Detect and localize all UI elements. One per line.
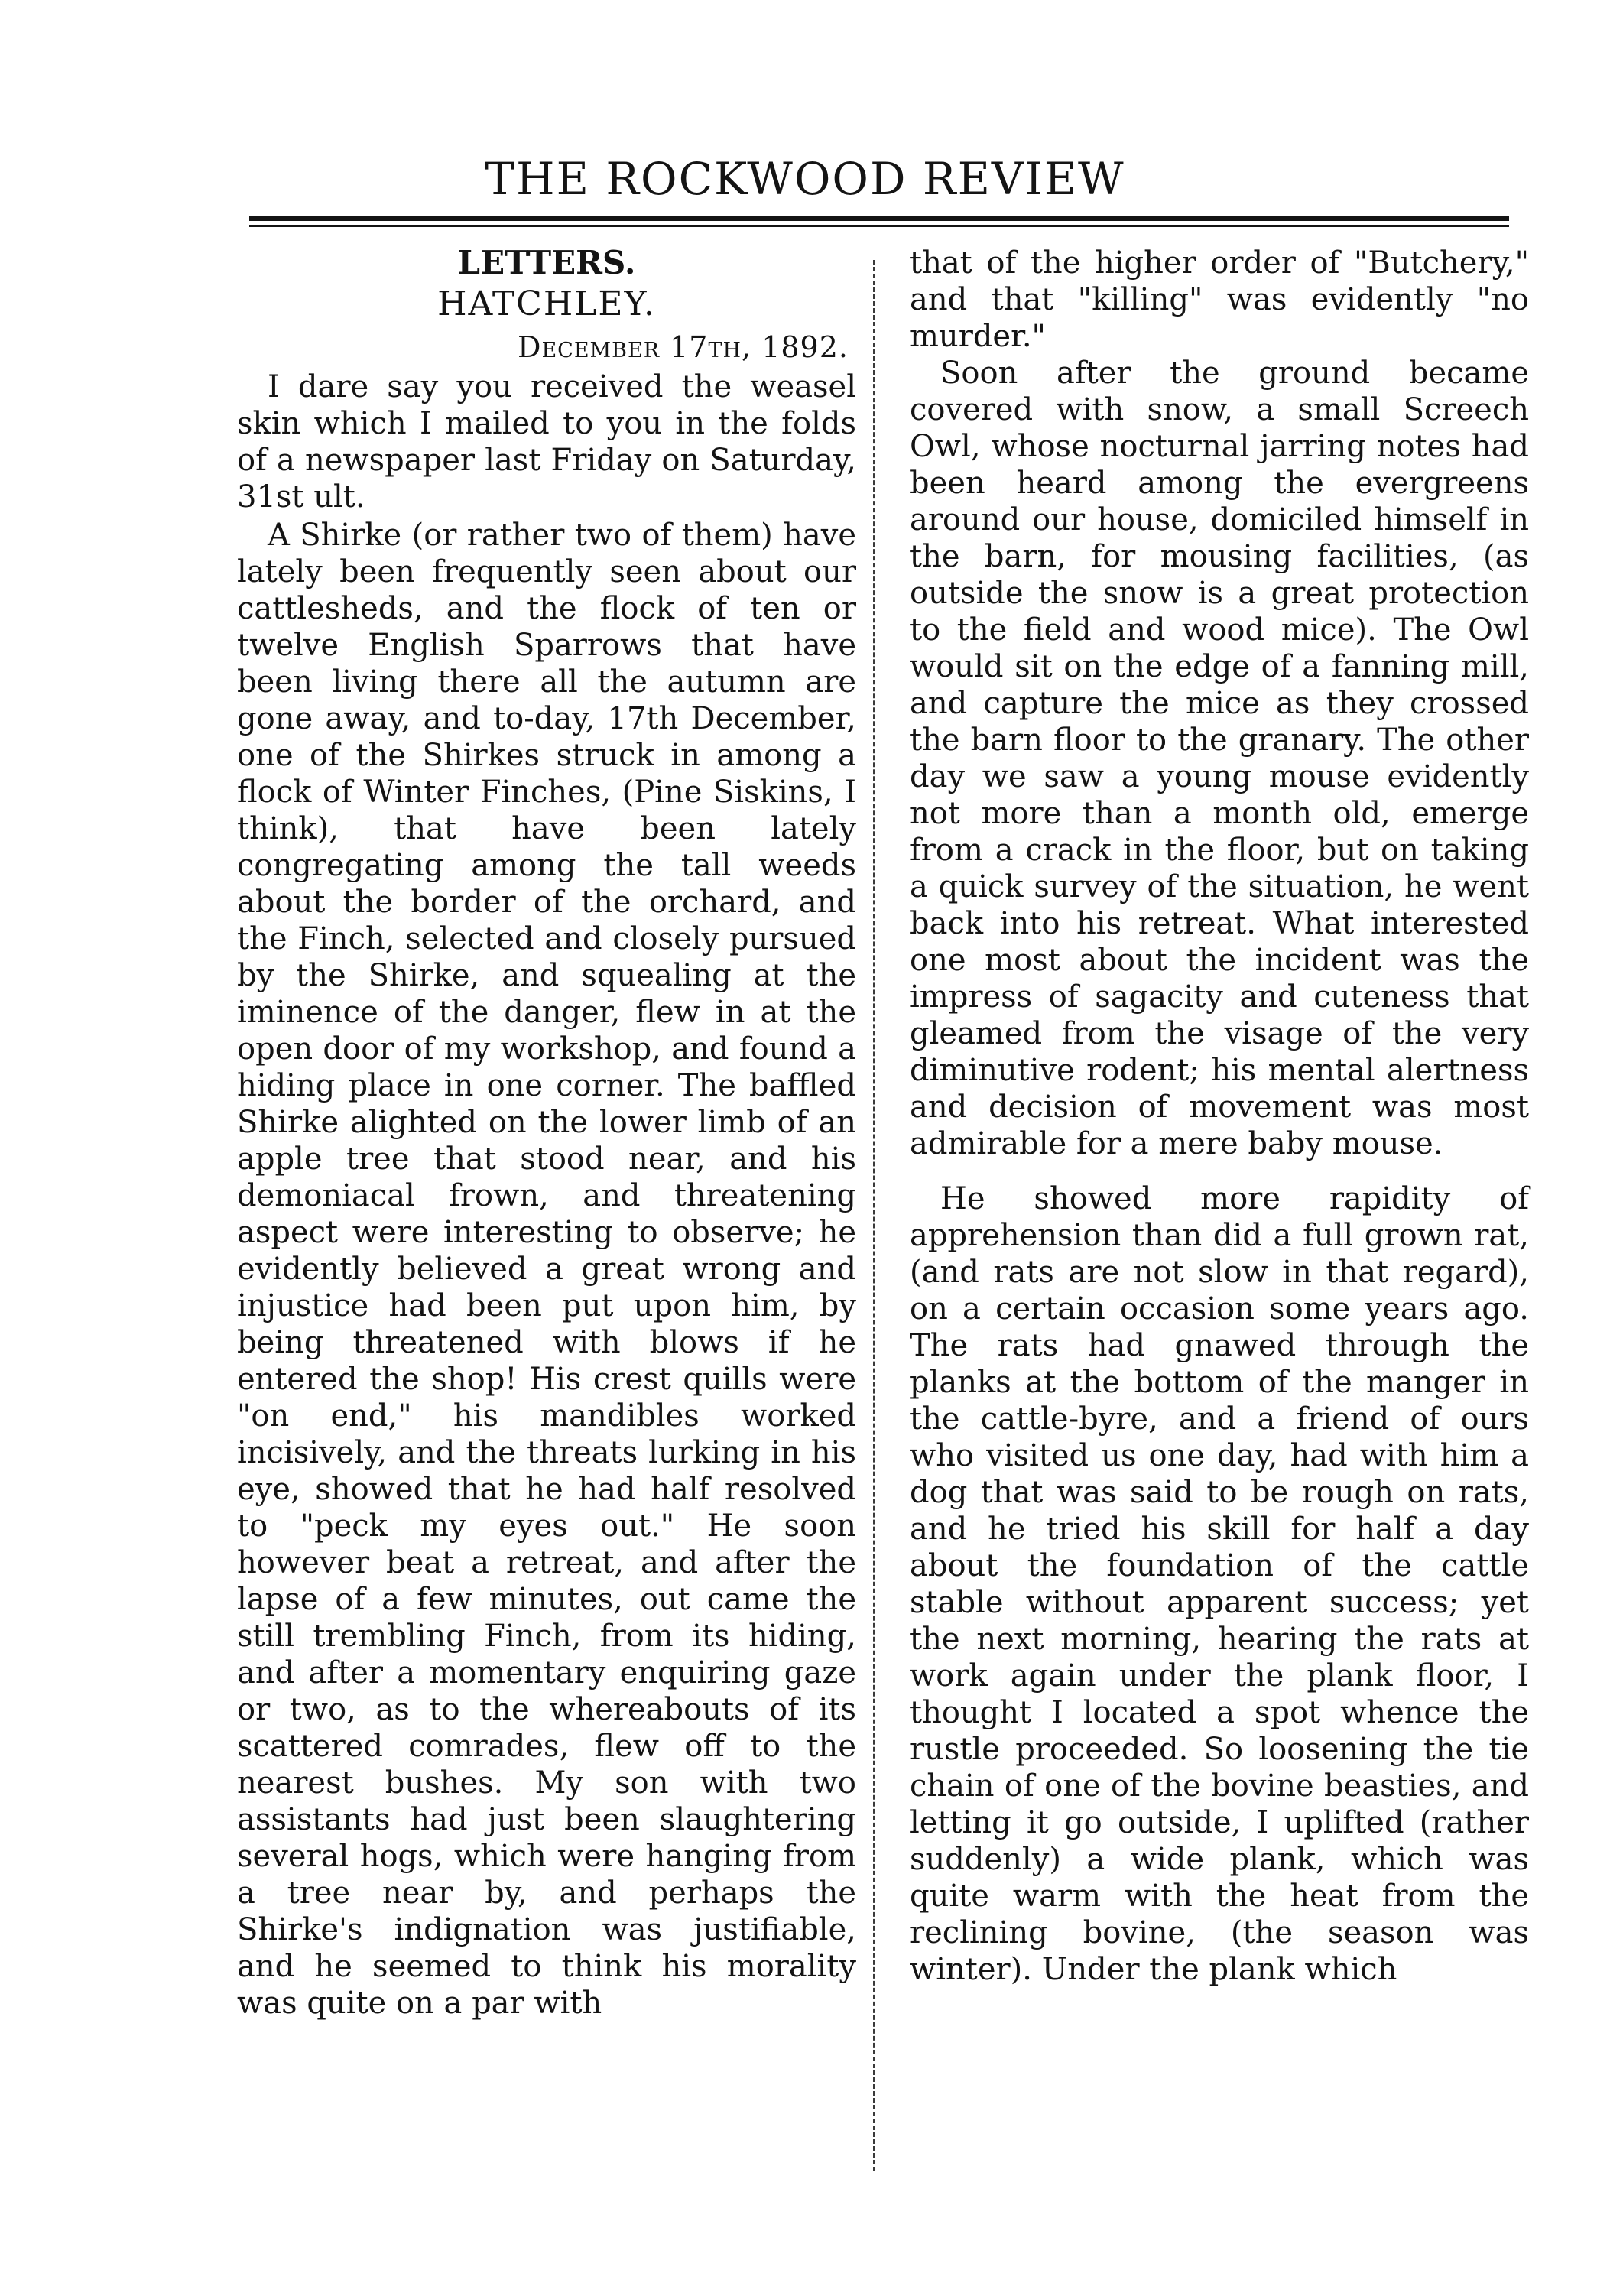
paragraph: A Shirke (or rather two of them) have lately been frequently seen about our cattlesheds, and the flock of ten or twelve English Sparrows that have been living there all the autumn are gone away, and to-day, 17th December, one of the Shirkes struck in among a flock of Winter Finches, (Pine Siskins, I think), that have been lately congregating among the tall weeds about the border of the orchard, and the Finch, selected and closely pursued by the Shirke, and squealing at the iminence of the danger, flew in at the open door of my workshop, and found a hiding place in one corner. The baffled Shirke alighted on the lower limb of an apple tree that stood near, and his demoniacal frown, and threatening aspect were interesting to observe; he evidently believed a great wrong and injustice had been put upon him, by being threatened with blows if he entered the shop! His crest quills were "on end," his mandibles worked incisively, and the threats lurking in his eye, showed that he had half resolved to "peck my eyes out." He soon however beat a retreat, and after the lapse of a few minutes, out came the still trembling Finch, from its hiding, and after a momentary enquiring gaze or two, as to the whereabouts of its scattered comrades, flew off to the nearest bushes. My son with two assistants had just been slaughtering several hogs, which were hanging from a tree near by, and perhaps the Shirke's indignation was justifiable, and he seemed to think his morality was quite on a par with	[237, 518, 856, 2021]
section-heading: LETTERS.	[457, 244, 636, 281]
header-rule-thick	[249, 216, 1509, 221]
paragraph: Soon after the ground became covered with snow, a small Screech Owl, whose nocturnal jarring notes had been heard among the evergreens around our house, domiciled himself in the barn, for mousing facilities, (as outside the snow is a great protection to the field and wood mice). The Owl would sit on the edge of a fanning mill, and capture the mice as they crossed the barn floor to the granary. The other day we saw a young mouse evidently not more than a month old, emerge from a crack in the floor, but on taking a quick survey of the situation, he went back into his retreat. What interested one most about the incident was the impress of sagacity and cuteness that gleamed from the visage of the very diminutive rodent; his mental alertness and decision of movement was most admirable for a mere baby mouse.	[910, 356, 1529, 1161]
column-divider	[873, 260, 875, 2171]
left-column	[237, 245, 856, 2022]
right-column	[910, 245, 1529, 1988]
paragraph: He showed more rapidity of apprehension than did a full grown rat, (and rats are not slow in that regard), on a certain occasion some years ago. The rats had gnawed through the planks at the bottom of the manger in the cattle-byre, and a friend of ours who visited us one day, had with him a dog that was said to be rough on rats, and he tried his skill for half a day about the foundation of the cattle stable without apparent success; yet the next morning, hearing the rats at work again under the plank floor, I thought I located a spot whence the rustle proceeded. So loosening the tie chain of one of the bovine beasties, and letting it go outside, I uplifted (rather suddenly) a wide plank, which was quite warm with the heat from the reclining bovine, (the season was winter). Under the plank which	[910, 1181, 1529, 1987]
header-rule-thin	[249, 225, 1509, 227]
letter-date: December 17th, 1892.	[517, 330, 849, 364]
paragraph: I dare say you received the weasel skin which I mailed to you in the folds of a newspaper last Friday on Saturday, 31st ult.	[237, 369, 856, 515]
paragraph: that of the higher order of "Butchery," and that "killing" was evidently "no murder."	[910, 245, 1529, 354]
running-header: THE ROCKWOOD REVIEW	[485, 153, 1125, 205]
letter-place: HATCHLEY.	[437, 284, 656, 323]
